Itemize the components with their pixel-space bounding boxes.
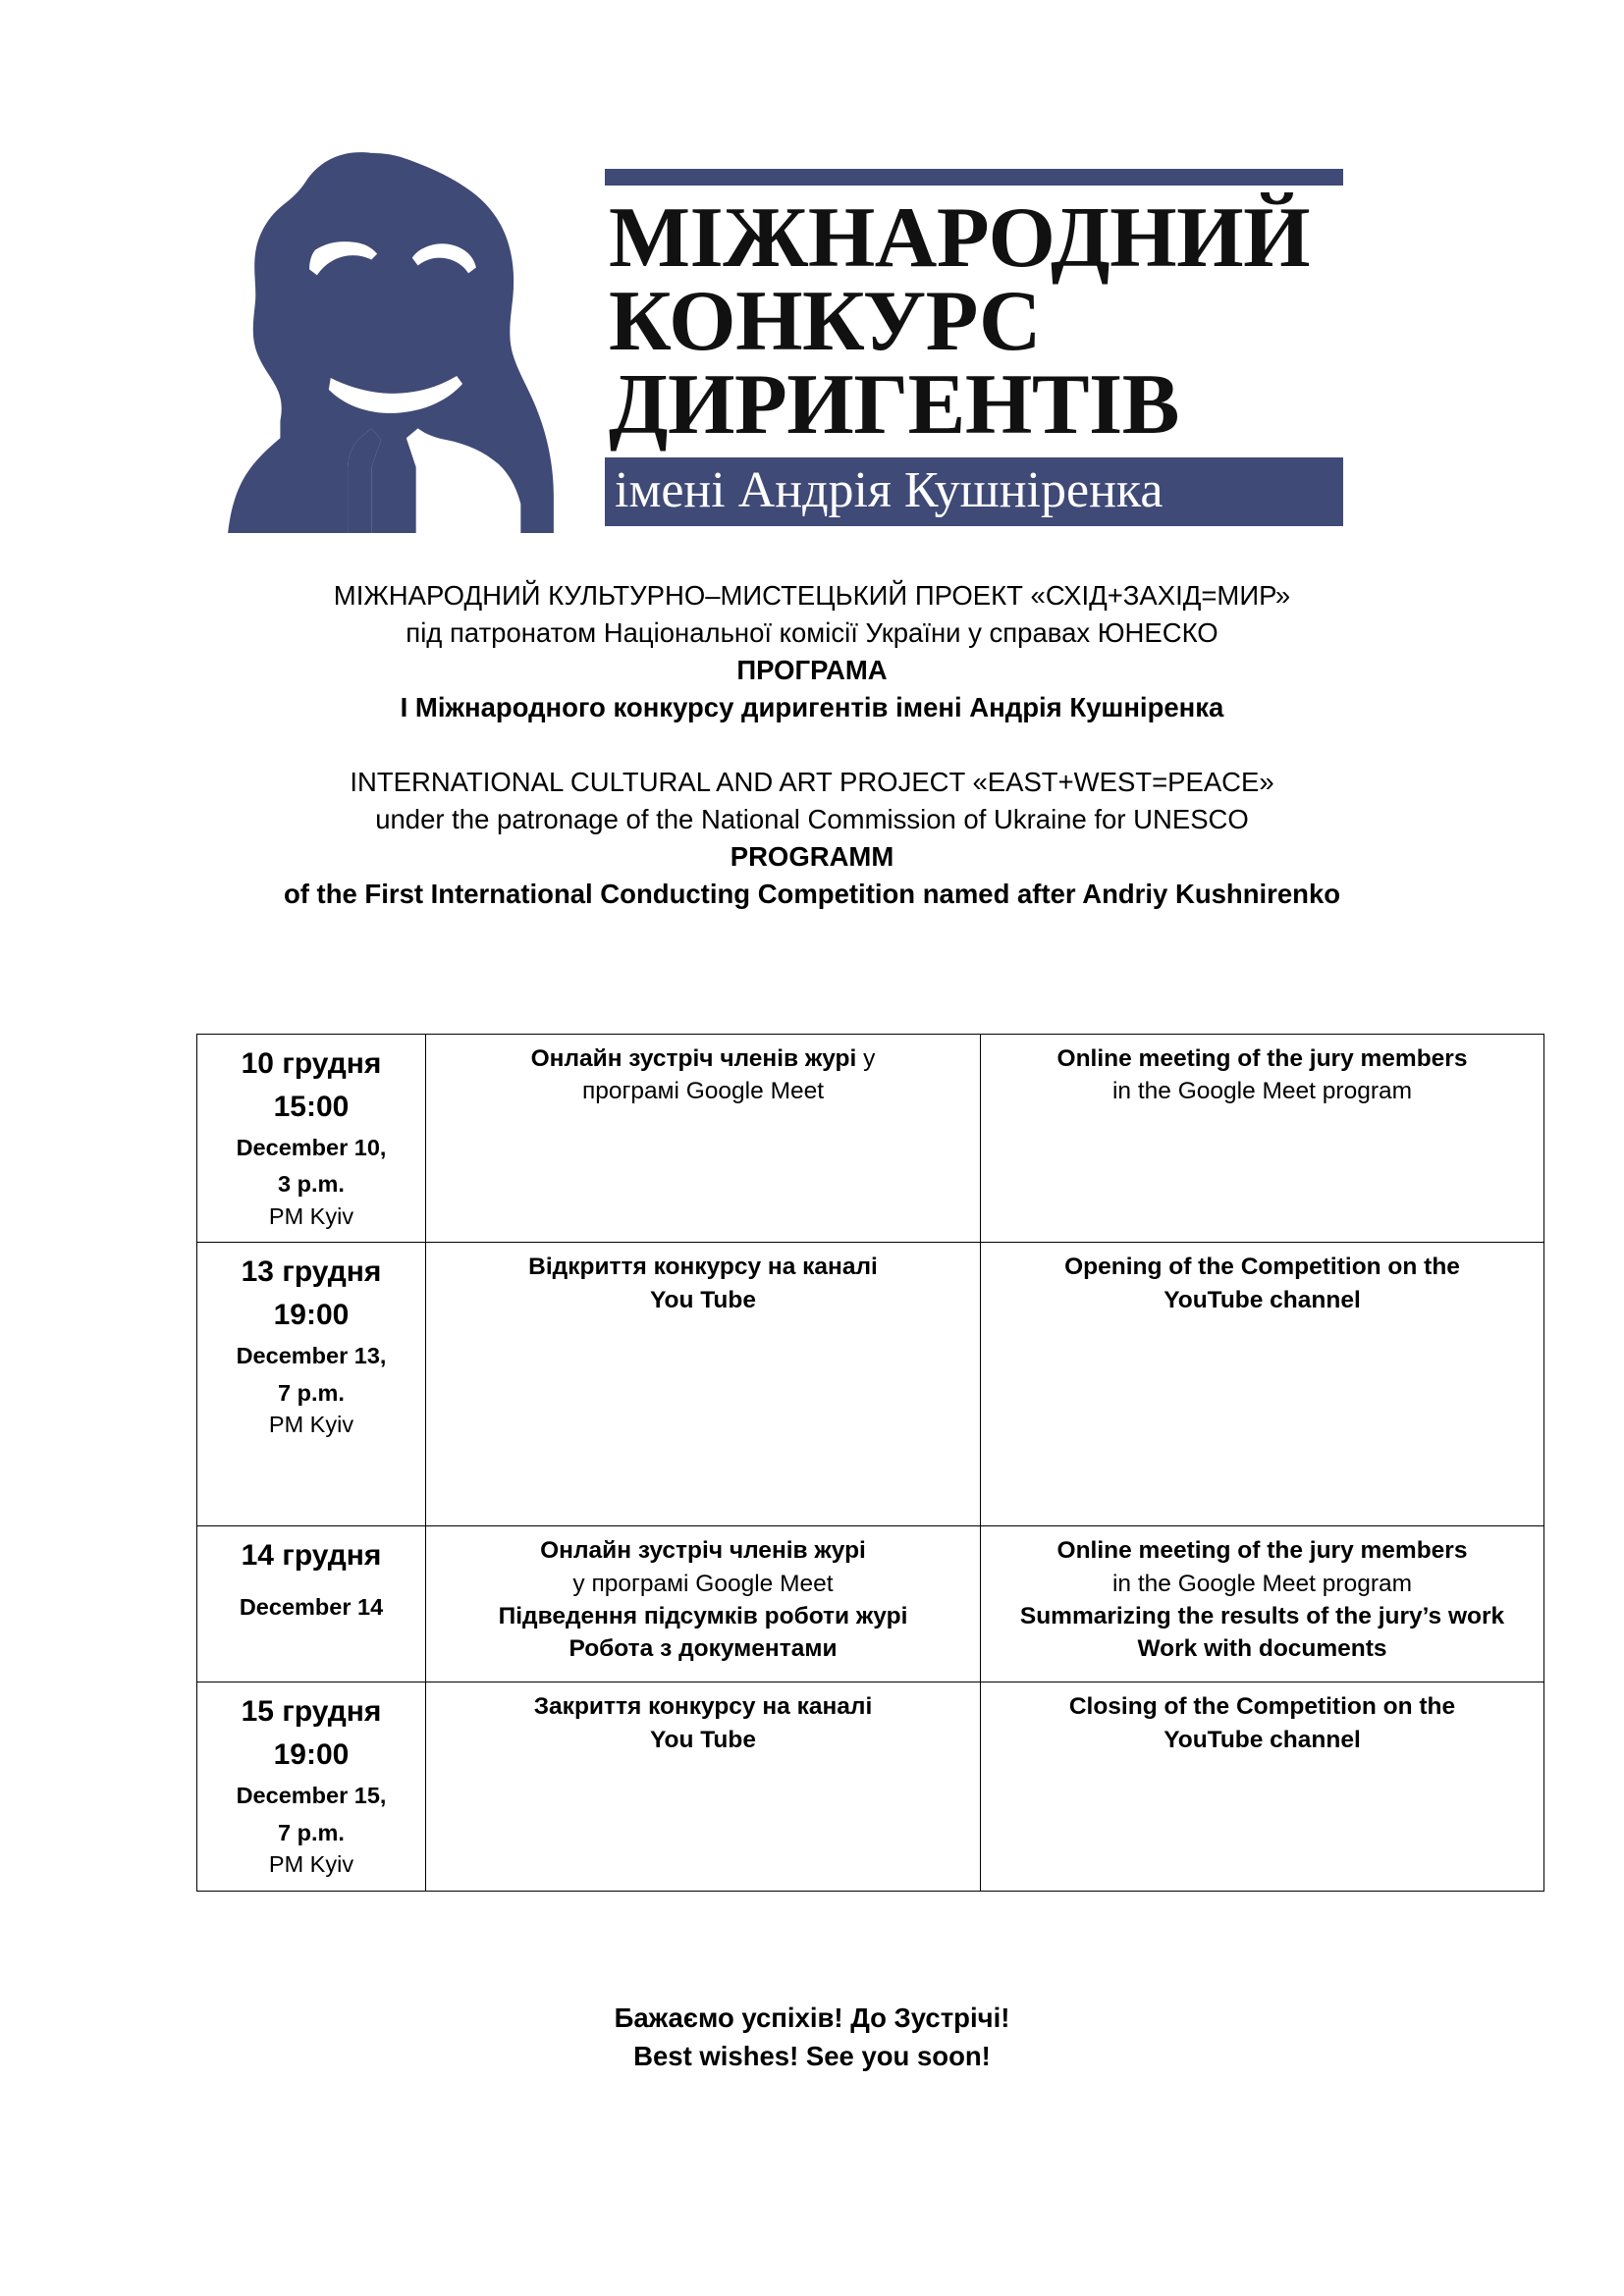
ua-event-line xyxy=(432,1042,974,1075)
footer-text-block xyxy=(125,1999,1499,2075)
en-program-label: PROGRAMM xyxy=(730,840,894,872)
ua-event-normal: у xyxy=(856,1045,876,1072)
date-time-ua: 15:00 xyxy=(273,1090,350,1123)
en-project-line: INTERNATIONAL CULTURAL AND ART PROJECT «EAST+WEST=PEACE» xyxy=(350,766,1274,797)
date-day-en: December 14 xyxy=(239,1593,384,1620)
ua-event-bold: You Tube xyxy=(650,1726,756,1753)
ua-event-bold: Робота з документами xyxy=(568,1634,838,1662)
en-event-line xyxy=(987,1632,1538,1665)
ua-event-line xyxy=(432,1534,974,1567)
ua-event-line xyxy=(432,1568,974,1600)
date-day-en: December 10, xyxy=(236,1135,387,1160)
logo-line-dyryhentiv: ДИРИГЕНТІВ xyxy=(609,356,1179,453)
schedule-ua-cell xyxy=(426,1682,981,1891)
header-text-block xyxy=(125,577,1499,913)
en-patronage-line: under the patronage of the National Commission of Ukraine for UNESCO xyxy=(375,803,1249,834)
en-event-line xyxy=(987,1724,1538,1756)
schedule-en-cell xyxy=(981,1682,1544,1891)
en-event-line xyxy=(987,1690,1538,1723)
en-event-line xyxy=(987,1284,1538,1316)
logo-line-konkurs: КОНКУРС xyxy=(609,273,1042,369)
en-event-line xyxy=(987,1600,1538,1632)
en-event-bold: YouTube channel xyxy=(1164,1726,1361,1753)
ua-event-bold: Онлайн зустріч членів журі xyxy=(540,1537,866,1565)
en-event-normal: in the Google Meet program xyxy=(1111,1078,1413,1105)
ua-patronage-line: під патронатом Національної комісії України у справах ЮНЕСКО xyxy=(406,616,1218,648)
ua-event-normal: програмі Google Meet xyxy=(581,1078,825,1105)
ua-event-bold: You Tube xyxy=(650,1286,756,1313)
ua-project-line: МІЖНАРОДНИЙ КУЛЬТУРНО–МИСТЕЦЬКИЙ ПРОЕКТ «СХІД+ЗАХІД=МИР» xyxy=(333,580,1291,611)
ua-event-line xyxy=(432,1284,974,1316)
schedule-date-cell xyxy=(197,1243,426,1526)
en-event-bold: Work with documents xyxy=(1137,1634,1387,1662)
logo-name-banner: імені Андрія Кушніренка xyxy=(605,457,1343,526)
ua-event-line xyxy=(432,1690,974,1723)
ua-program-title: І Міжнародного конкурсу диригентів імені Андрія Кушніренка xyxy=(400,691,1224,722)
date-day-en: December 13, xyxy=(236,1343,387,1369)
en-event-line xyxy=(987,1534,1538,1567)
schedule-table-wrapper xyxy=(196,1034,1543,1892)
ua-event-line xyxy=(432,1632,974,1665)
en-event-bold: Summarizing the results of the jury’s work xyxy=(1019,1602,1505,1629)
date-time-ua: 19:00 xyxy=(273,1737,350,1771)
date-time-en: 7 p.m. xyxy=(278,1379,345,1406)
en-event-bold: YouTube channel xyxy=(1164,1286,1361,1313)
ua-event-normal: у програмі Google Meet xyxy=(572,1570,834,1597)
en-event-bold: Opening of the Competition on the xyxy=(1064,1254,1460,1281)
en-event-line xyxy=(987,1075,1538,1107)
schedule-date-cell xyxy=(197,1526,426,1682)
schedule-ua-cell xyxy=(426,1035,981,1243)
date-time-en: 7 p.m. xyxy=(278,1819,345,1845)
schedule-ua-cell xyxy=(426,1243,981,1526)
ua-event-line xyxy=(432,1724,974,1756)
en-event-line xyxy=(987,1042,1538,1075)
date-timezone: PM Kyiv xyxy=(268,1202,354,1229)
logo-top-rule xyxy=(605,169,1343,186)
date-spacer xyxy=(203,1577,419,1587)
en-event-line xyxy=(987,1568,1538,1600)
date-day-ua: 13 грудня xyxy=(241,1255,382,1289)
competition-logo xyxy=(224,147,1343,535)
date-day-ua: 10 грудня xyxy=(241,1047,382,1080)
schedule-en-cell xyxy=(981,1035,1544,1243)
logo-wordmark xyxy=(605,169,1343,526)
en-event-bold: Closing of the Competition on the xyxy=(1068,1693,1456,1721)
table-row xyxy=(197,1035,1544,1243)
ua-event-bold: Відкриття конкурсу на каналі xyxy=(528,1254,878,1281)
date-day-ua: 15 грудня xyxy=(241,1695,382,1729)
en-event-normal: in the Google Meet program xyxy=(1111,1570,1413,1597)
portrait-silhouette-icon xyxy=(224,147,558,535)
en-event-bold: Online meeting of the jury members xyxy=(1056,1537,1468,1565)
table-row xyxy=(197,1682,1544,1891)
table-row xyxy=(197,1243,1544,1526)
date-timezone: PM Kyiv xyxy=(268,1412,354,1438)
schedule-date-cell xyxy=(197,1035,426,1243)
ua-event-bold: Закриття конкурсу на каналі xyxy=(533,1693,873,1721)
footer-ua: Бажаємо успіхів! До Зустрічі! xyxy=(614,2002,1010,2033)
date-time-en: 3 p.m. xyxy=(278,1171,345,1198)
date-day-en: December 15, xyxy=(236,1783,387,1809)
date-time-ua: 19:00 xyxy=(273,1298,350,1331)
ua-event-line xyxy=(432,1075,974,1107)
schedule-en-cell xyxy=(981,1526,1544,1682)
table-row xyxy=(197,1526,1544,1682)
ua-event-line xyxy=(432,1600,974,1632)
ua-event-bold: Онлайн зустріч членів журі xyxy=(530,1045,857,1072)
ua-program-label: ПРОГРАМА xyxy=(736,654,888,685)
schedule-ua-cell xyxy=(426,1526,981,1682)
schedule-date-cell xyxy=(197,1682,426,1891)
schedule-table xyxy=(196,1034,1544,1892)
date-timezone: PM Kyiv xyxy=(268,1851,354,1878)
en-event-bold: Online meeting of the jury members xyxy=(1056,1045,1468,1072)
en-event-line xyxy=(987,1251,1538,1283)
footer-en: Best wishes! See you soon! xyxy=(633,2041,991,2072)
ua-event-line xyxy=(432,1251,974,1283)
logo-title-lines xyxy=(605,190,1343,453)
ua-event-bold: Підведення підсумків роботи журі xyxy=(498,1602,908,1629)
logo-line-mizhnarodnyi: МІЖНАРОДНИЙ xyxy=(609,190,1311,286)
date-day-ua: 14 грудня xyxy=(241,1539,382,1573)
en-program-title: of the First International Conducting Competition named after Andriy Kushnirenko xyxy=(283,878,1341,909)
schedule-en-cell xyxy=(981,1243,1544,1526)
